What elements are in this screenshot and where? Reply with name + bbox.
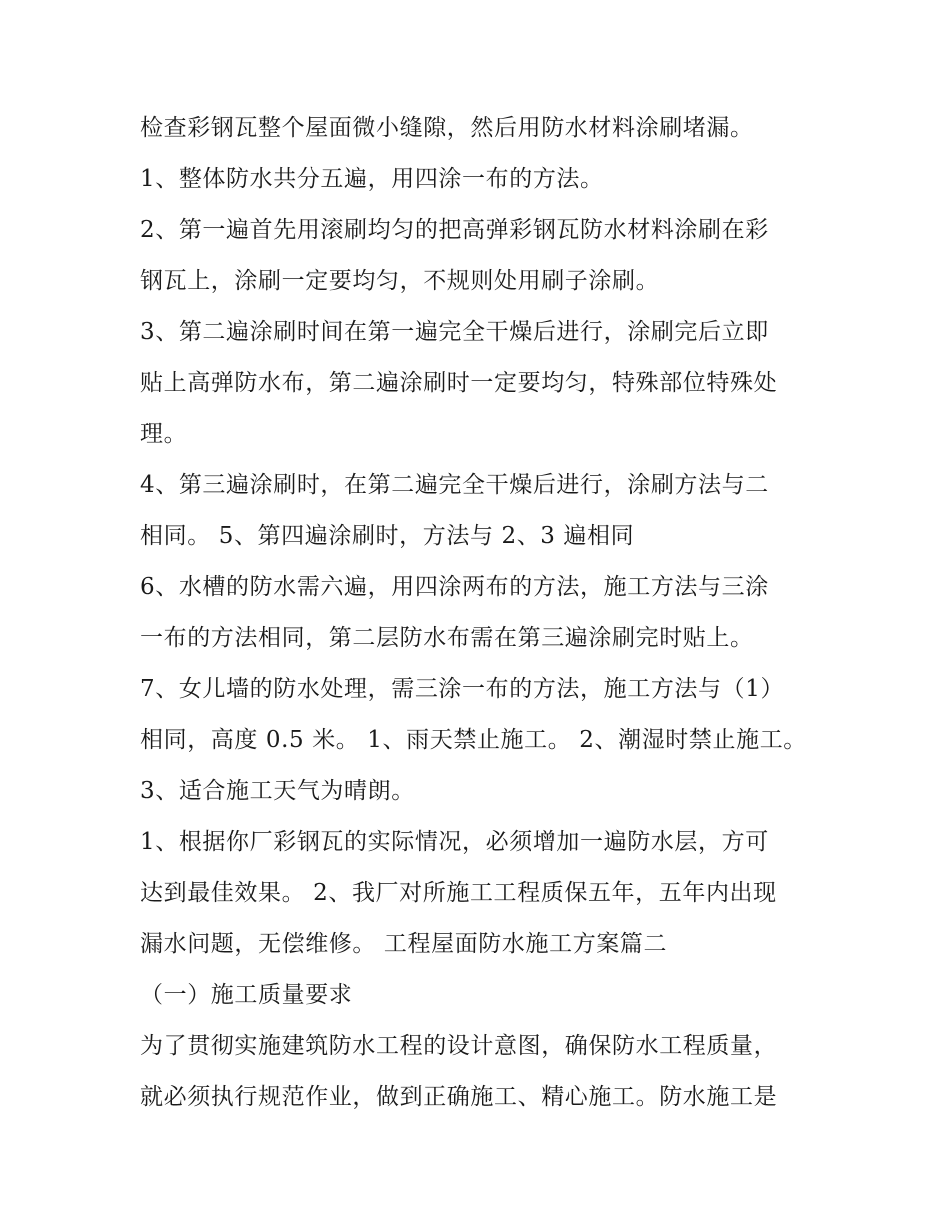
text-line: 1、整体防水共分五遍，用四涂一布的方法。 [140, 166, 604, 192]
text-line: 就必须执行规范作业，做到正确施工、精心施工。防水施工是 [140, 1084, 778, 1110]
text-line: 4、第三遍涂刷时，在第二遍完全干燥后进行，涂刷方法与二 [140, 472, 769, 498]
text-line: 一布的方法相同，第二层防水布需在第三遍涂刷完时贴上。 [140, 625, 754, 651]
text-line: 达到最佳效果。 2、我厂对所施工工程质保五年，五年内出现 [140, 880, 777, 906]
text-line: 3、适合施工天气为晴朗。 [140, 778, 415, 804]
body-text [140, 103, 830, 1123]
text-line: 漏水问题，无偿维修。 工程屋面防水施工方案篇二 [140, 931, 668, 957]
text-line: （一）施工质量要求 [140, 982, 353, 1008]
text-line: 2、第一遍首先用滚刷均匀的把高弹彩钢瓦防水材料涂刷在彩 [140, 217, 769, 243]
text-line: 为了贯彻实施建筑防水工程的设计意图，确保防水工程质量， [140, 1033, 778, 1059]
text-line: 相同，高度 0.5 米。 1、雨天禁止施工。 2、潮湿时禁止施工。 [140, 727, 807, 753]
text-line: 钢瓦上，涂刷一定要均匀，不规则处用刷子涂刷。 [140, 268, 660, 294]
text-line: 理。 [140, 421, 188, 447]
text-line: 1、根据你厂彩钢瓦的实际情况，必须增加一遍防水层，方可 [140, 829, 769, 855]
text-line: 6、水槽的防水需六遍，用四涂两布的方法，施工方法与三涂 [140, 574, 769, 600]
text-line: 相同。 5、第四遍涂刷时，方法与 2、3 遍相同 [140, 523, 635, 549]
text-line: 7、女儿墙的防水处理，需三涂一布的方法，施工方法与（1） [140, 676, 785, 702]
text-line: 3、第二遍涂刷时间在第一遍完全干燥后进行，涂刷完后立即 [140, 319, 769, 345]
text-line: 贴上高弹防水布，第二遍涂刷时一定要均匀，特殊部位特殊处 [140, 370, 778, 396]
text-line: 检查彩钢瓦整个屋面微小缝隙，然后用防水材料涂刷堵漏。 [140, 115, 754, 141]
